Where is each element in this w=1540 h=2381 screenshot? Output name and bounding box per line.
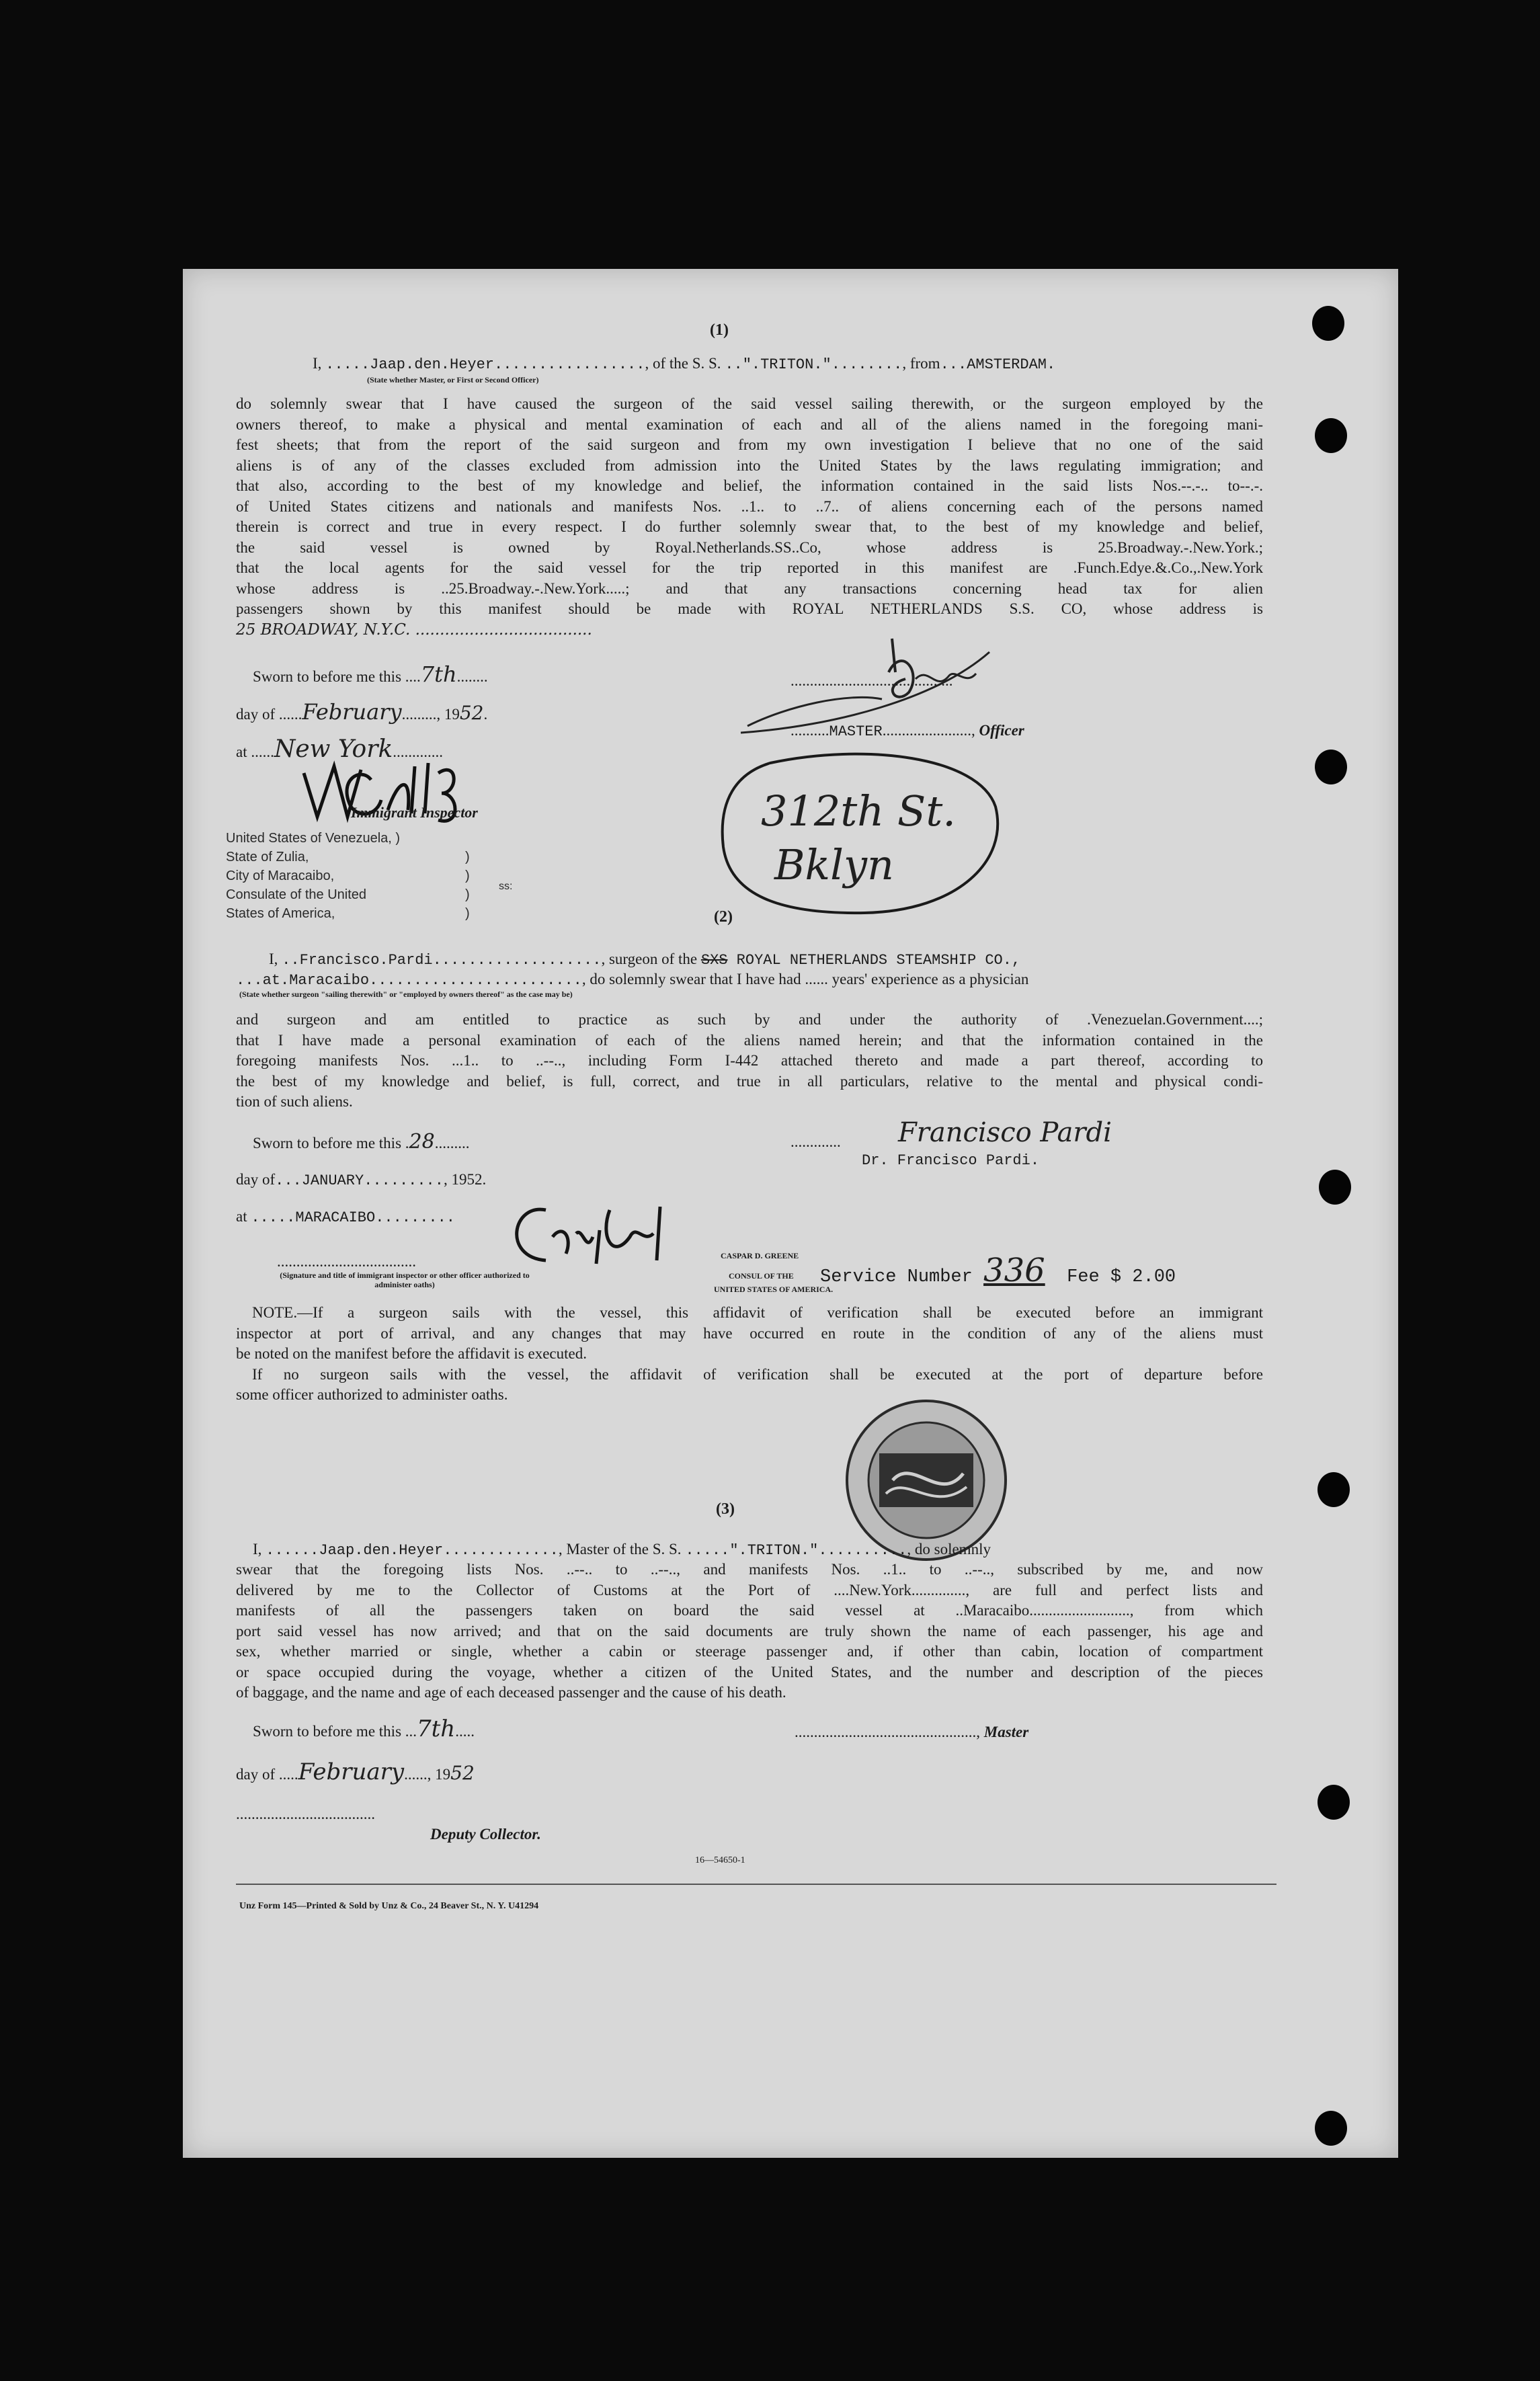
handwritten-street: 312th St. — [761, 786, 956, 836]
field-note: (State whether surgeon "sailing therewith" or "employed by owners thereof" as the case may be) — [239, 990, 573, 999]
jurisdiction-line: City of Maracaibo, — [226, 869, 335, 883]
document-page — [183, 269, 1398, 2158]
sworn-month-line: day of...JANUARY........., 1952. — [236, 1171, 487, 1189]
sworn-month-line: day of ......February........., 1952. — [236, 699, 488, 725]
doctor-signature-dots: ............. — [791, 1133, 841, 1150]
doctor-signature: Francisco Pardi — [898, 1117, 1112, 1148]
sworn-date-line: Sworn to before me this .28......... — [253, 1130, 470, 1154]
ss-label: ss: — [499, 881, 513, 892]
service-number-line: Service Number 336 Fee $ 2.00 — [820, 1252, 1176, 1289]
binder-hole — [1312, 306, 1344, 341]
consul-signature — [499, 1197, 714, 1270]
jurisdiction-bracket: ) — [465, 869, 470, 883]
signature-dots: .................................... — [277, 1253, 416, 1270]
section3-oath-text: swear that the foregoing lists Nos. ..--.. to ..--.., and manifests Nos. ..1.. to ..--.., subscribed by me, and now delivered by me to the Collector of Customs at the Port of ....New.York.............., are full and perfect lists and manifests of all the passengers taken on board the said vessel at ..Maracaibo.........................., from which port said vessel has now arrived; and that on the said documents are truly shown the name of each passenger, his age and sex, whether married or single, whether a cabin or steerage passenger and, if other than cabin, location of compartment or space occupied during the voyage, whether a citizen of the United States, and the number and description of the pieces of baggage, and the name and age of each deceased passenger and the cause of his death. — [236, 1561, 1263, 1701]
section2-oath-text: and surgeon and am entitled to practice as such by and under the authority of .Venezuelan.Government....; that I have made a personal examination of each of the aliens named herein; and that the information contained in the foregoing manifests Nos. ...1.. to ..--.., including Form I-442 attached thereto and made a part thereof, according to the best of my knowledge and belief, is full, correct, and true in all particulars, relative to the mental and physical condi- tion of such aliens. — [236, 1011, 1263, 1110]
jurisdiction-line: Consulate of the United — [226, 887, 367, 902]
section1-oath-text: do solemnly swear that I have caused the surgeon of the said vessel sailing therewith, or the surgeon employed by the owners thereof, to make a physical and mental examination of each and all of the aliens named in the foregoing mani- fest sheets; that from the report of the said surgeon and from my own investigation I believe that no one of the said aliens is of any of the classes excluded from admission into the United States by the laws regulating immigration; and that also, according to the best of my knowledge and belief, the information contained in the said lists Nos.--.-.. to--.-. of United States citizens and nationals and manifests Nos. ..1.. to ..7.. of aliens concerning each of the persons named therein is correct and true in every respect. I do further solemnly swear that, to the best of my knowledge and belief, the said vessel is owned by Royal.Netherlands.SS..Co, whose address is 25.Broadway.-.New.York.; that the local agents for the said vessel for the trip reported in this manifest are .Funch.Edye.&.Co.,.New.York whose address is ..25.Broadway.-.New.York.....; and that any transactions concerning head tax for alien passengers shown by this manifest should be made with ROYAL NETHERLANDS S.S. CO, whose address is 25 BROADWAY, N.Y.C. .................................... — [236, 395, 1263, 639]
section2-second-line: ...at.Maracaibo........................, do solemnly swear that I have had ...... years' experience as a physician — [236, 971, 1029, 989]
field-note: (State whether Master, or First or Second Officer) — [367, 375, 539, 385]
section3-first-line: I, ......Jaap.den.Heyer............., Master of the S. S. .....".TRITON.".........., do solemnly — [253, 1541, 991, 1559]
jurisdiction-bracket: ) — [465, 850, 470, 864]
affidavit-note: NOTE.—If a surgeon sails with the vessel, this affidavit of verification shall be executed before an immigrant inspector at port of arrival, and any changes that may have occurred en route in the condition of any of the aliens must be noted on the manifest before the affidavit is executed. If no surgeon sails with the vessel, the affidavit of verification shall be executed at the port of departure before some officer authorized to administer oaths. — [236, 1304, 1263, 1403]
binder-hole — [1315, 2111, 1347, 2146]
form-code: 16—54650-1 — [695, 1855, 745, 1865]
section-number: (2) — [714, 908, 733, 926]
section-number: (1) — [710, 321, 729, 339]
jurisdiction-line: States of America, — [226, 906, 335, 921]
inspector-caption: Immigrant Inspector — [351, 804, 478, 821]
binder-hole — [1318, 1785, 1350, 1820]
doctor-name: Dr. Francisco Pardi. — [862, 1152, 1040, 1169]
master-signature-line: .......................................... — [791, 672, 953, 689]
handwritten-borough: Bklyn — [774, 840, 894, 889]
deputy-collector-label: Deputy Collector. — [430, 1826, 541, 1843]
footer-imprint: Unz Form 145—Printed & Sold by Unz & Co., 24 Beaver St., N. Y. U41294 — [239, 1901, 539, 1911]
sworn-place-line: at .....MARACAIBO......... — [236, 1208, 456, 1226]
master-title-line: ..........MASTER......................., Officer — [791, 722, 1024, 740]
footer-rule — [236, 1884, 1276, 1885]
binder-hole — [1315, 750, 1347, 784]
jurisdiction-line: State of Zulia, — [226, 850, 309, 864]
jurisdiction-bracket: ) — [465, 887, 470, 902]
jurisdiction-bracket: ) — [465, 906, 470, 921]
stamp-consul-country: UNITED STATES OF AMERICA. — [714, 1285, 834, 1294]
stamp-consul-title: CONSUL OF THE — [729, 1271, 794, 1281]
sworn-date-line: Sworn to before me this ...7th..... — [253, 1716, 475, 1742]
stamp-consul-name: CASPAR D. GREENE — [721, 1251, 799, 1260]
section-number: (3) — [716, 1500, 735, 1518]
signature-note: (Signature and title of immigrant inspector or other officer authorized to administer oaths) — [280, 1270, 530, 1289]
section2-first-line: I, ..Francisco.Pardi..................., surgeon of the SXS ROYAL NETHERLANDS STEAMSHIP CO., — [269, 951, 1021, 969]
binder-hole — [1319, 1170, 1351, 1205]
sworn-place-line: at ......New York............. — [236, 735, 444, 763]
jurisdiction-line: United States of Venezuela, ) — [226, 831, 401, 846]
binder-hole — [1315, 418, 1347, 453]
sworn-month-line: day of .....February......, 1952 — [236, 1759, 475, 1785]
binder-hole — [1318, 1472, 1350, 1507]
sworn-date-line: Sworn to before me this ....7th........ — [253, 661, 488, 687]
deputy-dots: .................................... — [236, 1806, 375, 1822]
master-line: ..............................................., Master — [795, 1724, 1029, 1740]
section1-first-line: I, .....Jaap.den.Heyer................., of the S. S. ..".TRITON."........, from...AMSTERDAM. — [313, 355, 1056, 373]
